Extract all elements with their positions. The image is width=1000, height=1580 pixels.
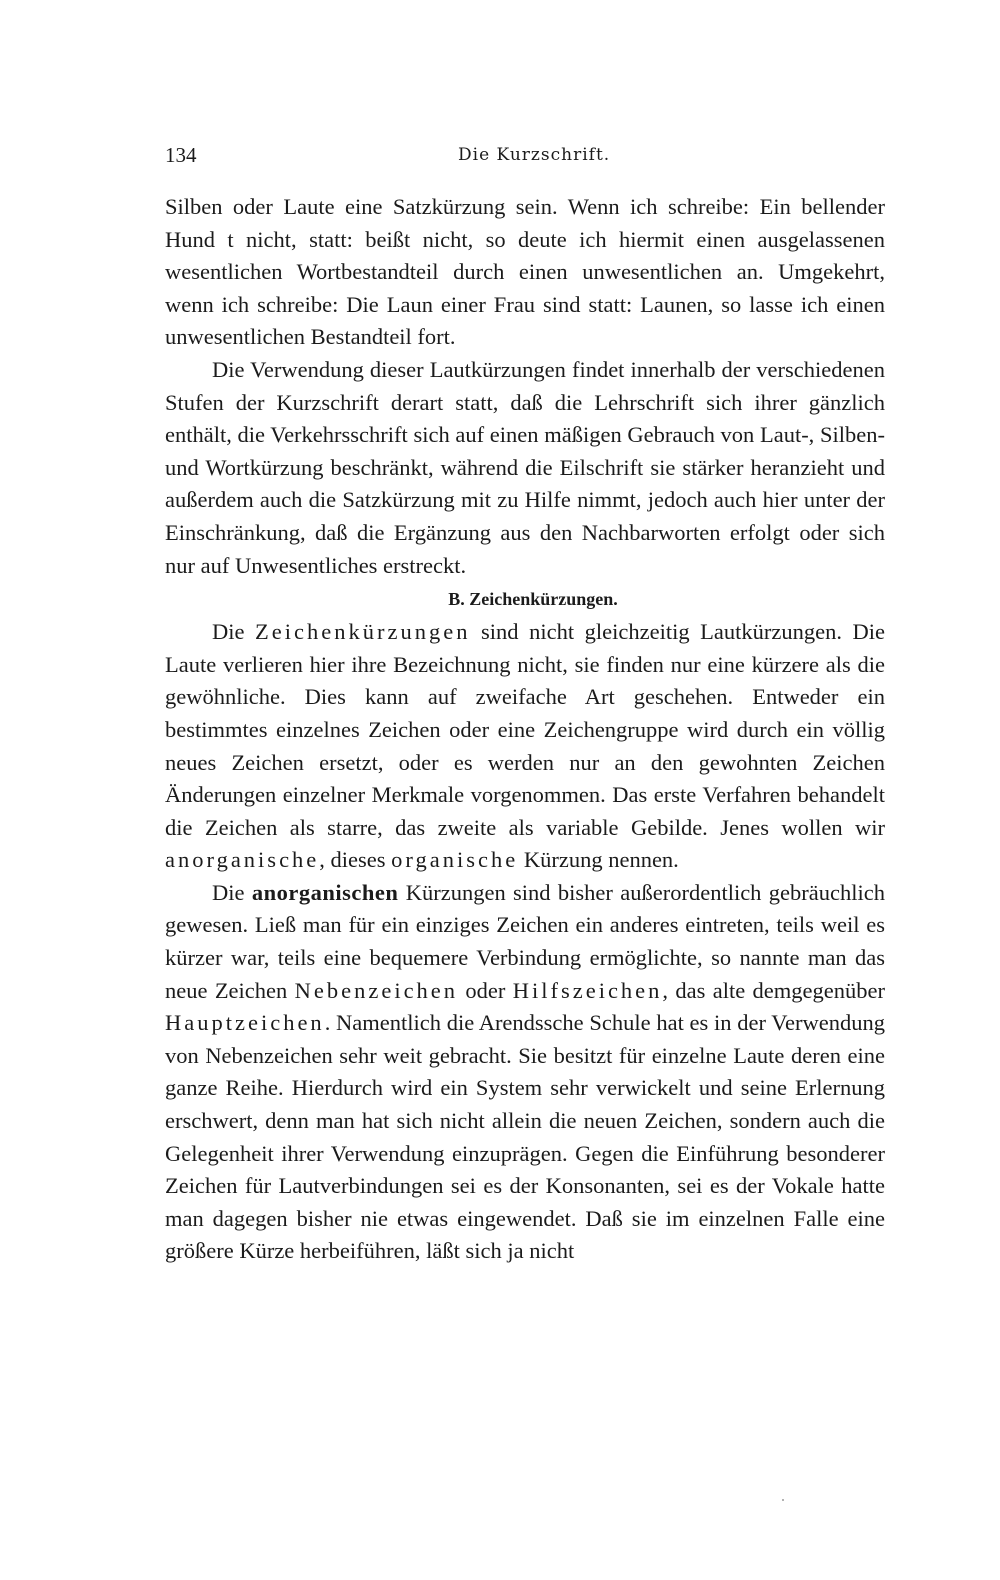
- spaced-term: Nebenzeichen: [294, 977, 459, 1003]
- text-run: Die: [212, 619, 256, 645]
- running-head: Die Kurzschrift.: [458, 145, 611, 165]
- example-sentence: Die Laun einer Frau sind: [346, 291, 581, 317]
- text-run: statt:: [580, 291, 641, 317]
- text-run: , das alte demgegenüber: [662, 977, 885, 1003]
- paragraph-anorganische-kuerzungen: [165, 877, 885, 1268]
- text-run: Kürzung nennen.: [518, 847, 679, 873]
- paragraph-zeichenkuerzungen: [165, 616, 885, 877]
- scan-speck: [782, 1499, 784, 1501]
- text-run: oder: [458, 977, 513, 1003]
- spaced-term: Hauptzeichen: [165, 1010, 325, 1036]
- example-sentence: Ein bellender Hund t nicht,: [165, 194, 885, 252]
- page-number: 134: [165, 143, 197, 167]
- paragraph-satzkuerzung-examples: [165, 191, 885, 354]
- page-header: [165, 143, 885, 173]
- text-run: statt:: [296, 226, 366, 252]
- example-word: Launen,: [640, 291, 714, 317]
- text-run: , dieses: [319, 847, 392, 873]
- text-run: . Namentlich die Arendssche Schule hat es in der Verwendung von Nebenzeichen sehr weit gebracht. Sie besitzt für einzelne Laute deren eine ganze Reihe. Hierdurch wird ein System sehr verwickelt und seine Erlernung erschwert, denn man hat sich nicht allein die neuen Zeichen, sondern auch die Gelegenheit ihrer Verwendung einzuprägen. Gegen die Einführung besonderer Zeichen für Lautverbindungen sei es der Konsonanten, sei es der Vokale hatte man dagegen bisher nie etwas eingewendet. Daß sie im einzelnen Falle eine größere Kürze herbeiführen, läßt sich ja nicht: [165, 1010, 885, 1264]
- text-run: so lasse ich einen unwesentlichen Bestandteil fort.: [165, 291, 886, 350]
- spaced-term: anorganische: [165, 847, 320, 873]
- example-word: beißt nicht,: [365, 226, 474, 252]
- paragraph-lautkuerzung-usage: Die Verwendung dieser Lautkürzungen findet innerhalb der verschiedenen Stufen der Kurzschrift derart statt, daß die Lehrschrift sich ihrer gänzlich enthält, die Verkehrsschrift sich auf einen mäßigen Gebrauch von Laut-, Silben- und Wortkürzung beschränkt, während die Eilschrift sie stärker heranzieht und außerdem auch die Satzkürzung mit zu Hilfe nimmt, jedoch auch hier unter der Einschränkung, daß die Ergänzung aus den Nachbarworten erfolgt oder sich nur auf Unwesentliches erstreckt.: [165, 356, 885, 578]
- emphasized-term: anorganischen: [251, 879, 399, 905]
- text-run: Die: [212, 879, 252, 905]
- spaced-term: Zeichenkürzungen: [255, 619, 471, 645]
- text-run: Kürzungen sind bisher außerordentlich gebräuchlich gewesen. Ließ man für ein einziges Zeichen ein anderes eintreten, teils weil es kürzer war, teils eine bequemere Verbindung ermöglichte, so nannte man das neue Zeichen: [165, 879, 885, 1003]
- body-text: [165, 191, 885, 1268]
- section-heading: B. Zeichenkürzungen.: [448, 589, 618, 610]
- spaced-term: organische: [391, 847, 519, 873]
- spaced-term: Hilfszeichen: [512, 977, 663, 1003]
- text-run: sind nicht gleichzeitig Lautkürzungen. Die Laute verlieren hier ihre Bezeichnung nicht, sie finden nur eine kürzere als die gewöhnliche. Dies kann auf zweifache Art geschehen. Entweder ein bestimmtes einzelnes Zeichen oder eine Zeichengruppe wird durch ein völlig neues Zeichen ersetzt, oder es werden nur an den gewohnten Zeichen Änderungen einzelner Merkmale vorgenommen. Das erste Verfahren behandelt die Zeichen als starre, das zweite als variable Gebilde. Jenes wollen wir: [165, 619, 885, 840]
- text-run: Silben oder Laute eine Satzkürzung sein. Wenn ich schreibe:: [165, 194, 760, 219]
- text-run: so deute ich hiermit einen ausgelassenen wesentlichen Wortbestandteil durch einen unwesentlichen an. Umgekehrt, wenn ich schreibe:: [165, 226, 885, 317]
